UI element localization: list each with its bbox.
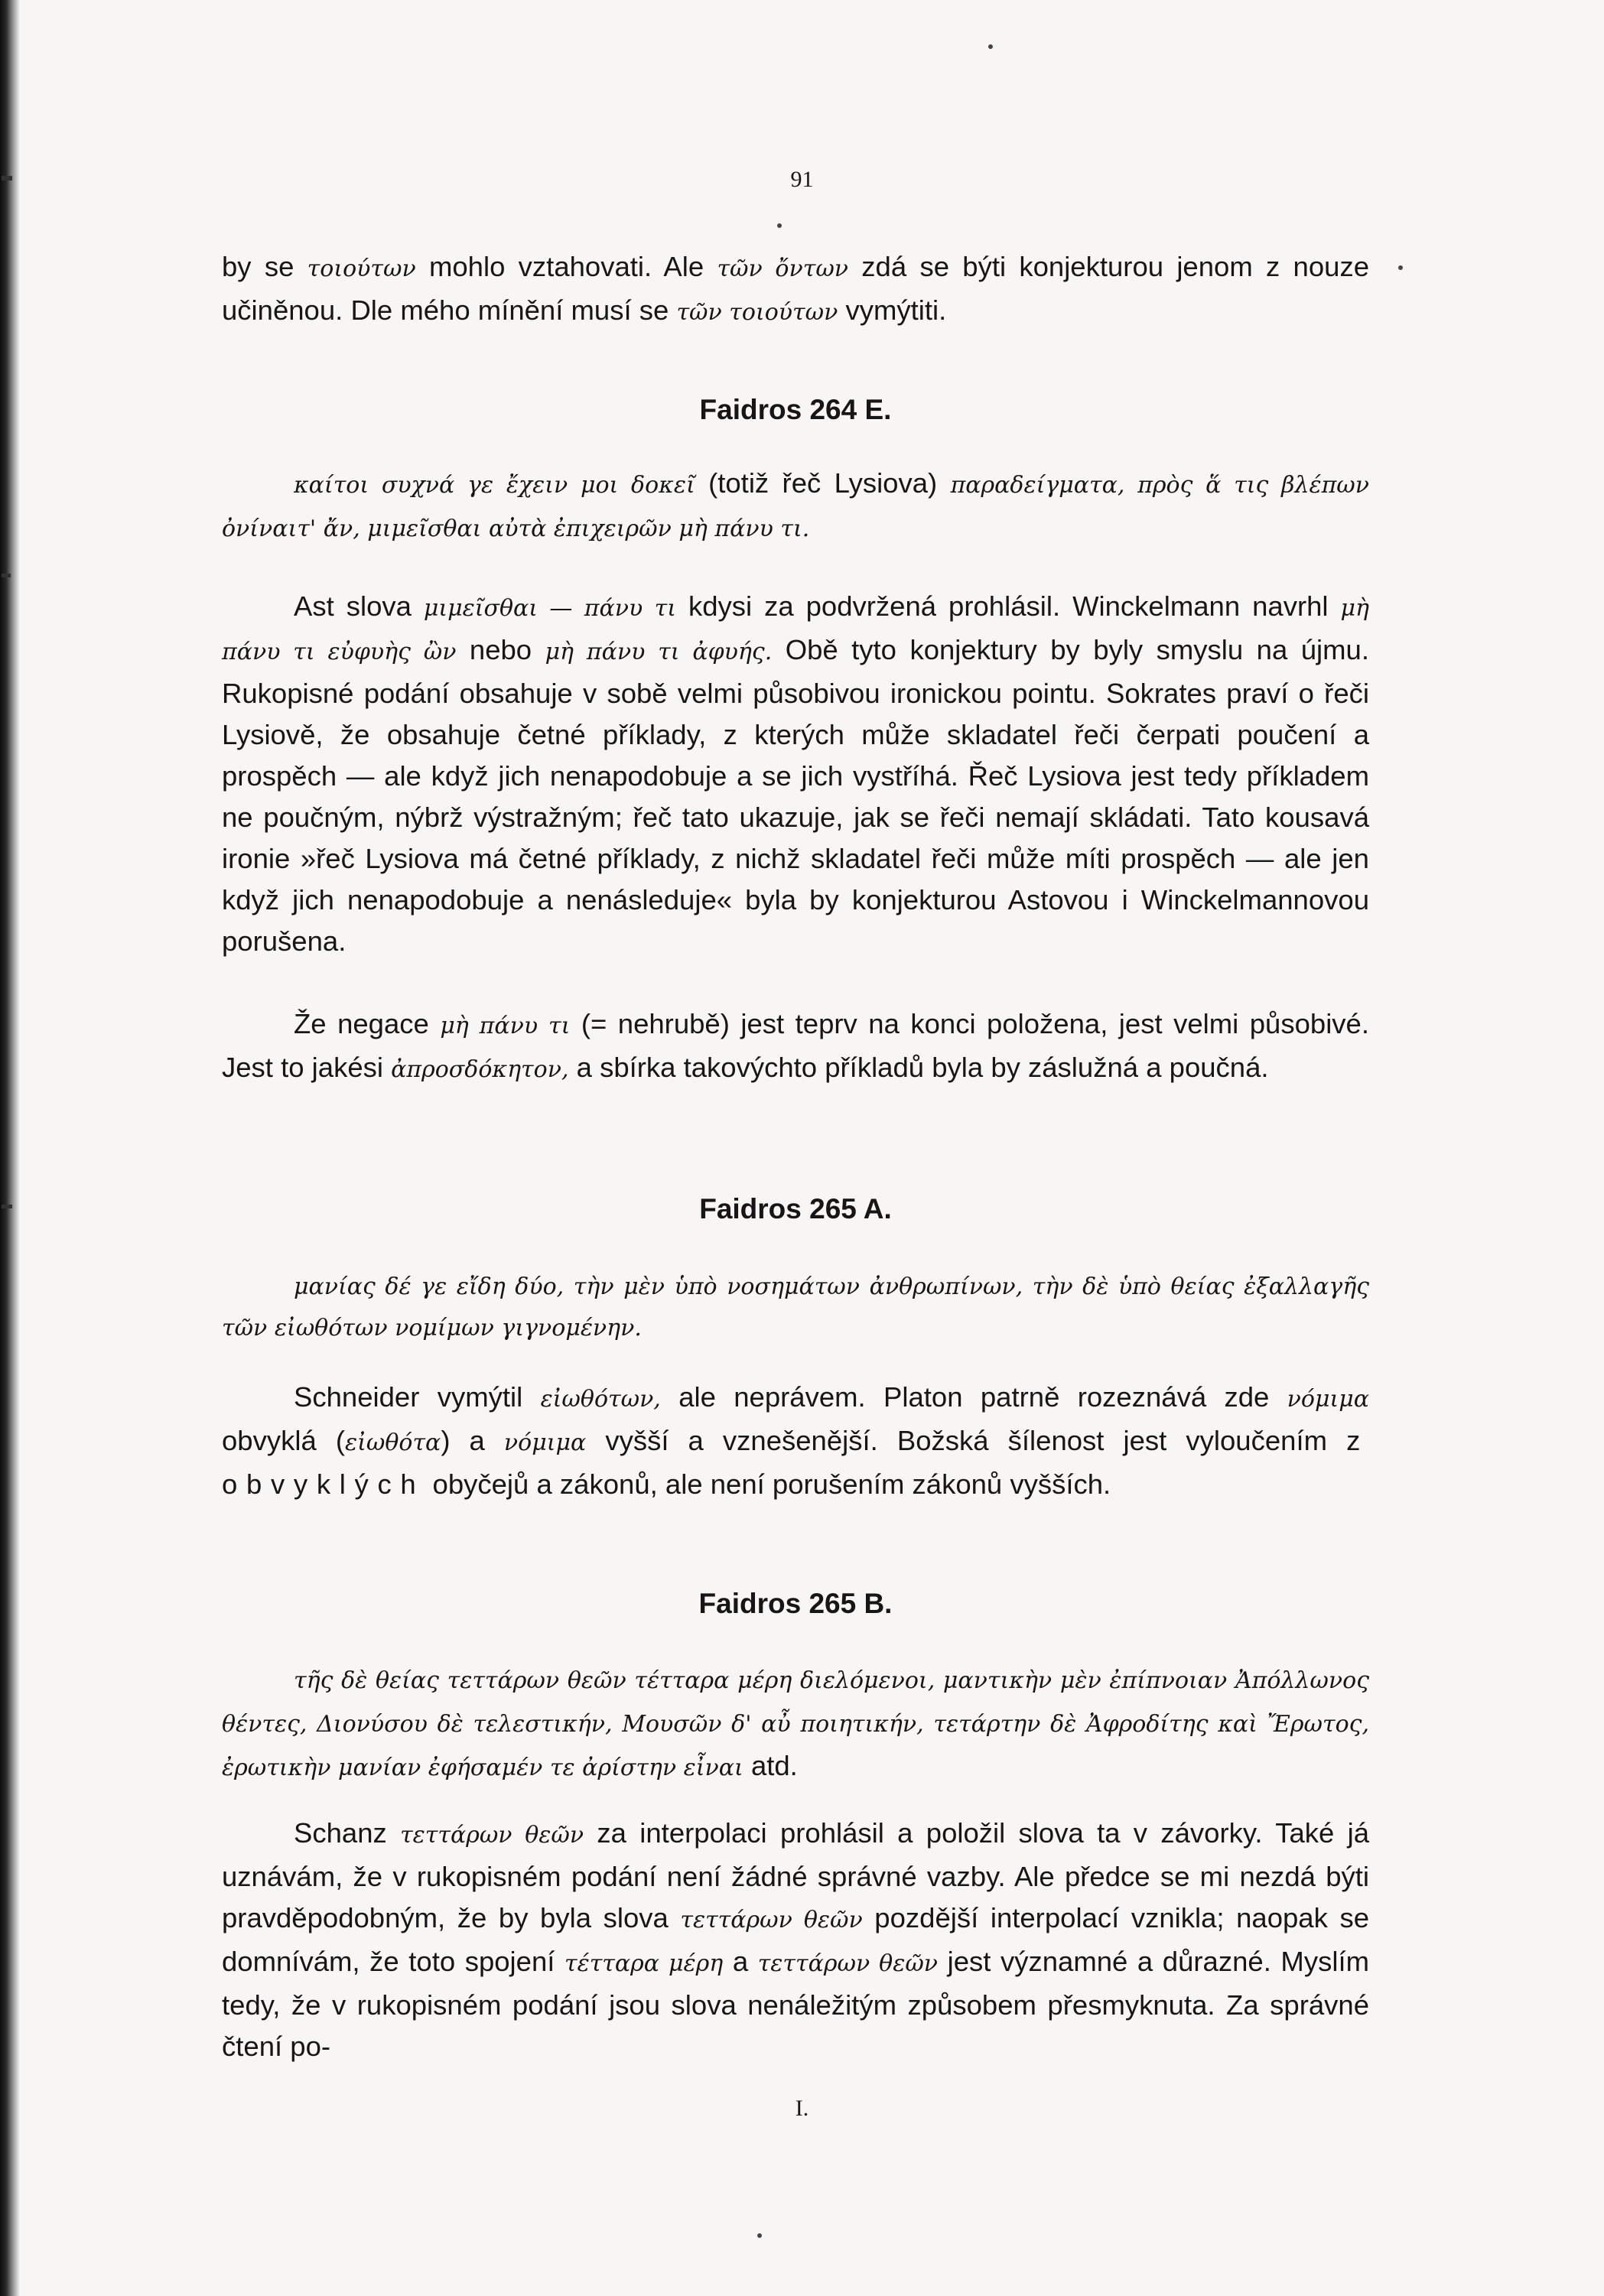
section-heading: Faidros 265 B.: [698, 1588, 893, 1619]
greek-term: τοιούτων: [307, 255, 416, 282]
paragraph-3: [222, 1003, 1369, 1091]
text-run: Schneider vymýtil: [294, 1381, 541, 1413]
paragraph-5: [222, 1813, 1369, 2067]
greek-term: εἰωθότα: [345, 1429, 441, 1456]
speck: [757, 2233, 762, 2238]
text-run: ) a: [441, 1425, 504, 1456]
text-run: pozdější interpolací vznikla; naopak se domnívám, že toto spojení: [222, 1902, 1369, 1977]
text-run: a sbírka takovýchto příkladů byla by záslužná a poučná.: [568, 1052, 1269, 1083]
text-run: vyšší a vznešenější. Božská šílenost jest vyloučením: [586, 1425, 1347, 1456]
text-run: (totiž řeč Lysiova): [695, 467, 951, 499]
greek-term: εἰωθότων,: [540, 1386, 661, 1413]
paragraph-2: [222, 586, 1369, 962]
greek-quote-3: [222, 1658, 1369, 1789]
greek-term: νόμιμα: [1287, 1386, 1369, 1413]
text-run: a: [723, 1946, 758, 1977]
greek-quote: τῆς δὲ θείας τεττάρων θεῶν τέτταρα μέρη διελόμενοι, μαντικὴν μὲν ἐπίπνοιαν Ἀπόλλωνος θέντες, Διονύσου δὲ τελεστικήν, Μουσῶν δ' αὖ ποιητικήν, τετάρτην δὲ Ἀφροδίτης καὶ Ἔρωτος, ἐρωτικὴν μανίαν ἐφήσαμέν τε ἀρίστην εἶναι: [222, 1667, 1369, 1781]
paragraph-4: [222, 1377, 1369, 1505]
text-run: obvyklá (: [222, 1425, 345, 1456]
edge-mark: [2, 1205, 12, 1208]
section-heading: Faidros 264 E.: [699, 394, 892, 425]
greek-quote: μανίας δέ γε εἴδη δύο, τὴν μὲν ὑπὸ νοσημάτων ἀνθρωπίνων, τὴν δὲ ὑπὸ θείας ἐξαλλαγῆς τῶν εἰωθότων νομίμων γιγνομένην.: [222, 1273, 1369, 1342]
speck: [1398, 265, 1403, 270]
speck: [777, 223, 782, 228]
text-run: ale neprávem. Platon patrně rozeznává zde: [660, 1381, 1287, 1413]
text-run: vymýtiti.: [838, 294, 947, 326]
text-run: Obě tyto konjektury by byly smyslu na újmu. Rukopisné podání obsahuje v sobě velmi působivou ironickou pointu. Sokrates praví o řeči Lysiově, že obsahuje četné příklady, z kterých může skladatel řeči čerpati poučení a prospěch — ale když jich nenapodobuje a se jich vystříhá. Řeč Lysiova jest tedy příkladem ne poučným, nýbrž výstražným; řeč tato ukazuje, jak se řeči nemají skládati. Tato kousavá ironie »řeč Lysiova má četné příklady, z nichž skladatel řeči může míti prospěch — ale jen když jich nenapodobuje a nenásleduje« byla by konjekturou Astovou i Winckelmannovou porušena.: [222, 634, 1369, 957]
text-run: atd.: [743, 1750, 798, 1781]
text-run: Schanz: [294, 1817, 401, 1849]
signature-mark: I.: [795, 2096, 809, 2121]
greek-term: μὴ πάνυ τι εὐφυὴς ὢν: [222, 595, 1369, 665]
text-run: jest významné a důrazné. Myslím tedy, že v rukopisném podání jsou slova nenáležitým způsobem přesmyknuta. Za správné čtení po-: [222, 1946, 1369, 2062]
text-run: obyčejů a zákonů, ale není porušením zákonů vyšších.: [425, 1468, 1111, 1500]
greek-term: ἀπροσδόκητον,: [391, 1056, 569, 1083]
page-number: 91: [790, 167, 814, 192]
section-heading: Faidros 265 A.: [699, 1193, 892, 1224]
greek-term: τῶν τοιούτων: [676, 299, 838, 326]
greek-term: νόμιμα: [503, 1429, 587, 1456]
greek-term: μιμεῖσθαι — πάνυ τι: [423, 595, 676, 622]
text-run: za interpolaci prohlásil a položil slova ta v závorky. Také já uznávám, že v rukopisném podání není žádné správné vazby. Ale předce se mi nezdá býti pravděpodobným, že by byla slova: [222, 1817, 1370, 1933]
text-run: mohlo vztahovati. Ale: [415, 251, 717, 282]
greek-term: μὴ πάνυ τι: [440, 1013, 571, 1039]
text-run: zdá se býti konjekturou jenom z nouze učiněnou. Dle mého mínění musí se: [222, 251, 1369, 326]
paragraph-1: [222, 246, 1369, 333]
greek-term: τῶν ὄντων: [717, 255, 849, 282]
greek-term: μὴ πάνυ τι ἀφυής.: [545, 639, 773, 665]
greek-quote: καίτοι συχνά γε ἔχειν μοι δοκεῖ: [294, 472, 695, 499]
text-run: Že negace: [294, 1008, 441, 1039]
speck: [988, 44, 993, 49]
text-run: nebo: [456, 634, 545, 665]
greek-quote: παραδείγματα, πρὸς ἅ τις βλέπων ὀνίναιτ' ἄν, μιμεῖσθαι αὐτὰ ἐπιχειρῶν μὴ πάνυ τι.: [222, 472, 1370, 542]
greek-quote-1: [222, 463, 1369, 550]
greek-term: τεττάρων θεῶν: [680, 1907, 863, 1933]
text-run: (= nehrubě) jest teprv na konci položena, jest velmi působivé. Jest to jakési: [222, 1008, 1369, 1083]
text-run: kdysi za podvržená prohlásil. Winckelmann navrhl: [675, 590, 1341, 622]
text-run: Ast slova: [294, 590, 424, 622]
greek-quote-2: [222, 1267, 1369, 1349]
emphasized-text: z obvyklých: [222, 1425, 1369, 1500]
edge-mark: [2, 574, 11, 577]
text-run: by se: [222, 251, 307, 282]
greek-term: τεττάρων θεῶν: [757, 1950, 939, 1977]
greek-term: τέτταρα μέρη: [564, 1950, 724, 1977]
greek-term: τεττάρων θεῶν: [400, 1822, 584, 1849]
binding-shadow: [0, 0, 20, 2296]
